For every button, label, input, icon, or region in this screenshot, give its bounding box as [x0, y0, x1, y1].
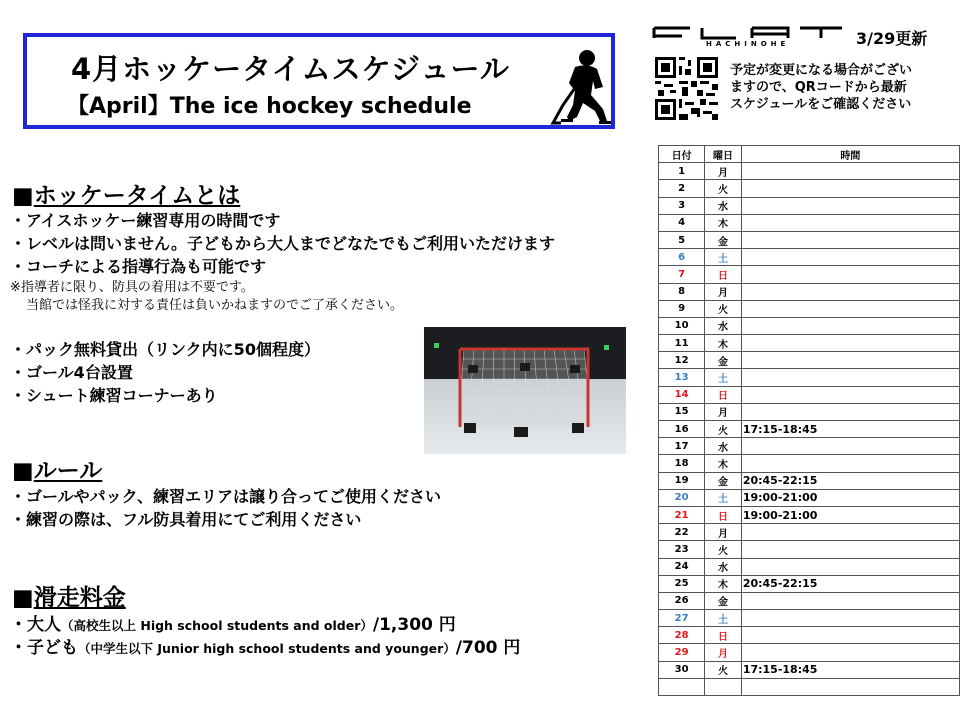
header-day: 曜日 — [705, 146, 742, 163]
schedule-day: 水 — [705, 317, 742, 334]
schedule-day: 火 — [705, 180, 742, 197]
schedule-date: 21 — [659, 506, 705, 523]
schedule-time — [741, 592, 959, 609]
rule-item: ・練習の際は、フル防具着用にてご利用ください — [10, 510, 362, 529]
schedule-time — [741, 558, 959, 575]
schedule-time — [741, 610, 959, 627]
child-label: ・子ども — [10, 638, 78, 658]
schedule-date: 27 — [659, 610, 705, 627]
schedule-date: 14 — [659, 386, 705, 403]
about-note: ※指導者に限り、防具の着用は不要です。 — [10, 280, 254, 295]
schedule-date: 25 — [659, 575, 705, 592]
schedule-row — [659, 197, 960, 214]
schedule-row — [659, 661, 960, 678]
schedule-day: 木 — [705, 214, 742, 231]
schedule-time — [741, 455, 959, 472]
schedule-date: 6 — [659, 249, 705, 266]
hockey-goal-photo — [424, 327, 626, 454]
schedule-row — [659, 266, 960, 283]
qr-code-icon[interactable] — [655, 57, 718, 120]
schedule-date: 2 — [659, 180, 705, 197]
schedule-date: 7 — [659, 266, 705, 283]
schedule-time — [741, 214, 959, 231]
schedule-date: 4 — [659, 214, 705, 231]
schedule-date: 18 — [659, 455, 705, 472]
schedule-day: 土 — [705, 249, 742, 266]
schedule-time — [741, 678, 959, 695]
page-subtitle: 【April】The ice hockey schedule — [67, 94, 472, 119]
page-title: 4月ホッケータイムスケジュール — [71, 52, 510, 86]
schedule-day: 火 — [705, 541, 742, 558]
notice-line: 予定が変更になる場合がござい — [730, 63, 913, 78]
schedule-row — [659, 644, 960, 661]
schedule-time — [741, 438, 959, 455]
schedule-date: 19 — [659, 472, 705, 489]
schedule-date: 28 — [659, 627, 705, 644]
schedule-row — [659, 352, 960, 369]
title-box — [23, 33, 615, 129]
schedule-date: 22 — [659, 524, 705, 541]
schedule-time — [741, 644, 959, 661]
schedule-row — [659, 386, 960, 403]
schedule-row — [659, 163, 960, 180]
schedule-time — [741, 369, 959, 386]
schedule-day: 金 — [705, 231, 742, 248]
schedule-date: 3 — [659, 197, 705, 214]
schedule-day: 土 — [705, 489, 742, 506]
schedule-date: 24 — [659, 558, 705, 575]
adult-detail: （高校生以上 High school students and older） — [61, 618, 373, 633]
schedule-day: 日 — [705, 627, 742, 644]
schedule-date: 13 — [659, 369, 705, 386]
schedule-time — [741, 627, 959, 644]
schedule-date: 1 — [659, 163, 705, 180]
about-heading: ■ホッケータイムとは — [12, 183, 241, 209]
schedule-time — [741, 180, 959, 197]
schedule-day: 月 — [705, 524, 742, 541]
schedule-day: 月 — [705, 163, 742, 180]
schedule-date: 29 — [659, 644, 705, 661]
adult-label: ・大人 — [10, 615, 61, 635]
hockey-player-icon — [547, 47, 617, 127]
schedule-row — [659, 283, 960, 300]
schedule-row — [659, 403, 960, 420]
schedule-row — [659, 180, 960, 197]
schedule-date: 12 — [659, 352, 705, 369]
schedule-day: 金 — [705, 472, 742, 489]
schedule-date: 9 — [659, 300, 705, 317]
schedule-date: 20 — [659, 489, 705, 506]
updated-date: 3/29更新 — [856, 29, 928, 48]
schedule-time — [741, 403, 959, 420]
about-heading-text: ホッケータイムとは — [33, 183, 241, 209]
schedule-date: 23 — [659, 541, 705, 558]
notice-line: ますので、QRコードから最新 — [730, 80, 907, 95]
schedule-day: 火 — [705, 421, 742, 438]
adult-price: /1,300 円 — [372, 615, 456, 635]
child-detail: （中学生以下 Junior high school students and younger） — [78, 641, 456, 656]
child-price: /700 円 — [455, 638, 521, 658]
schedule-row — [659, 231, 960, 248]
schedule-time — [741, 283, 959, 300]
schedule-row — [659, 627, 960, 644]
schedule-date: 15 — [659, 403, 705, 420]
schedule-day: 月 — [705, 283, 742, 300]
schedule-row — [659, 369, 960, 386]
schedule-day: 土 — [705, 369, 742, 386]
schedule-row — [659, 524, 960, 541]
schedule-day: 木 — [705, 575, 742, 592]
feature-item: ・シュート練習コーナーあり — [10, 386, 218, 405]
schedule-day: 水 — [705, 197, 742, 214]
schedule-time: 17:15-18:45 — [741, 421, 959, 438]
schedule-body — [659, 163, 960, 696]
header-time: 時間 — [741, 146, 959, 163]
feature-item: ・パック無料貸出（リンク内に50個程度） — [10, 340, 320, 359]
schedule-day: 日 — [705, 266, 742, 283]
fees-heading-text: 滑走料金 — [33, 585, 126, 611]
schedule-date: 10 — [659, 317, 705, 334]
schedule-day: 金 — [705, 352, 742, 369]
schedule-day: 水 — [705, 438, 742, 455]
child-fee — [10, 633, 520, 658]
schedule-day: 金 — [705, 592, 742, 609]
schedule-date: 11 — [659, 335, 705, 352]
schedule-row — [659, 249, 960, 266]
schedule-time — [741, 524, 959, 541]
update-notice — [730, 62, 955, 113]
schedule-day: 月 — [705, 644, 742, 661]
schedule-time: 19:00-21:00 — [741, 506, 959, 523]
schedule-time — [741, 163, 959, 180]
about-bullet: ・コーチによる指導行為も可能です — [10, 257, 267, 276]
feature-item: ・ゴール4台設置 — [10, 363, 133, 382]
schedule-day: 水 — [705, 558, 742, 575]
schedule-day: 日 — [705, 506, 742, 523]
schedule-header-row — [659, 146, 960, 163]
fees-heading: ■滑走料金 — [12, 585, 126, 611]
schedule-date: 26 — [659, 592, 705, 609]
schedule-day: 木 — [705, 455, 742, 472]
logo-subtitle: HACHINOHE — [706, 40, 790, 48]
schedule-row — [659, 506, 960, 523]
schedule-row — [659, 592, 960, 609]
schedule-time — [741, 335, 959, 352]
schedule-row — [659, 421, 960, 438]
schedule-time: 20:45-22:15 — [741, 575, 959, 592]
schedule-day: 火 — [705, 661, 742, 678]
schedule-row — [659, 610, 960, 627]
schedule-date: 17 — [659, 438, 705, 455]
schedule-row — [659, 335, 960, 352]
schedule-date — [659, 678, 705, 695]
schedule-time — [741, 266, 959, 283]
notice-line: スケジュールをご確認ください — [730, 97, 912, 112]
schedule-row — [659, 317, 960, 334]
adult-fee — [10, 610, 456, 635]
schedule-time: 17:15-18:45 — [741, 661, 959, 678]
schedule-time: 20:45-22:15 — [741, 472, 959, 489]
schedule-day: 火 — [705, 300, 742, 317]
schedule-date: 16 — [659, 421, 705, 438]
schedule-row — [659, 214, 960, 231]
schedule-time — [741, 352, 959, 369]
about-note: 当館では怪我に対する責任は負いかねますのでご了承ください。 — [26, 298, 404, 313]
schedule-time — [741, 386, 959, 403]
schedule-time — [741, 317, 959, 334]
schedule-row — [659, 455, 960, 472]
rules-heading-text: ルール — [33, 458, 103, 484]
schedule-row — [659, 300, 960, 317]
schedule-time: 19:00-21:00 — [741, 489, 959, 506]
schedule-time — [741, 541, 959, 558]
schedule-row — [659, 438, 960, 455]
schedule-table — [658, 145, 960, 696]
schedule-row — [659, 678, 960, 695]
schedule-date: 5 — [659, 231, 705, 248]
schedule-day: 土 — [705, 610, 742, 627]
schedule-row — [659, 558, 960, 575]
schedule-day — [705, 678, 742, 695]
schedule-row — [659, 541, 960, 558]
about-bullet: ・アイスホッケー練習専用の時間です — [10, 211, 281, 230]
header-date: 日付 — [659, 146, 705, 163]
schedule-row — [659, 472, 960, 489]
schedule-time — [741, 249, 959, 266]
rules-heading: ■ルール — [12, 458, 103, 484]
schedule-time — [741, 231, 959, 248]
rule-item: ・ゴールやパック、練習エリアは譲り合ってご使用ください — [10, 487, 442, 506]
schedule-row — [659, 489, 960, 506]
schedule-row — [659, 575, 960, 592]
schedule-date: 30 — [659, 661, 705, 678]
about-bullet: ・レベルは問いません。子どもから大人までどなたでもご利用いただけます — [10, 234, 555, 253]
schedule-day: 月 — [705, 403, 742, 420]
schedule-day: 木 — [705, 335, 742, 352]
schedule-time — [741, 197, 959, 214]
schedule-date: 8 — [659, 283, 705, 300]
schedule-time — [741, 300, 959, 317]
schedule-day: 日 — [705, 386, 742, 403]
